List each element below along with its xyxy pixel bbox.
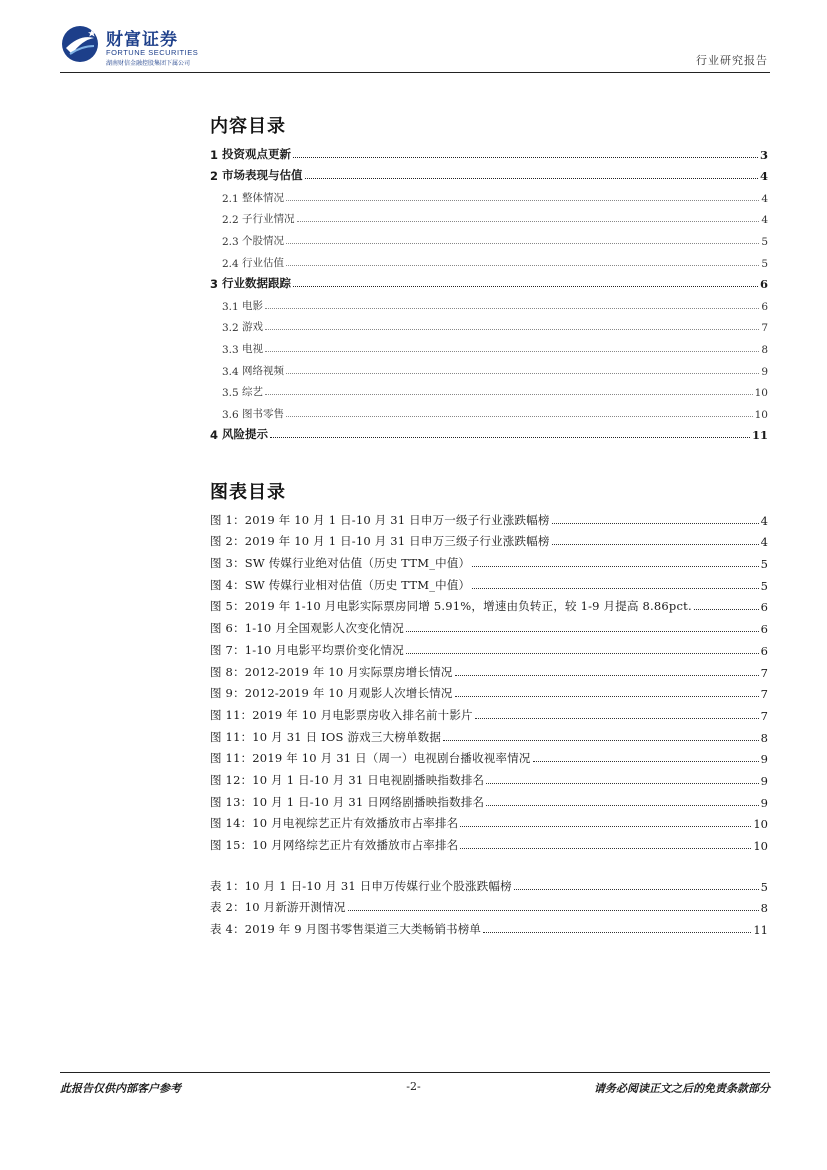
toc-entry[interactable] [210, 313, 768, 335]
figure-list-entry[interactable] [210, 506, 768, 528]
dot-leader [293, 285, 758, 287]
figure-list-entry[interactable] [210, 658, 768, 680]
figure-entry-label: 图 8：2012-2019 年 10 月实际票房增长情况 [210, 664, 453, 679]
dot-leader [552, 543, 759, 545]
toc-entry-page: 4 [759, 169, 768, 184]
dot-leader [406, 652, 759, 654]
toc-entry-label: 整体情况 [242, 191, 285, 204]
toc-entry[interactable] [210, 226, 768, 248]
figure-entry-page: 7 [760, 665, 768, 680]
toc-entry-page: 10 [754, 408, 768, 421]
figure-entry-label: 图 11：10 月 31 日 IOS 游戏三大榜单数据 [210, 729, 442, 744]
toc-entry-number: 3.4 [222, 365, 243, 378]
dot-leader [286, 199, 759, 201]
dot-leader [455, 674, 759, 676]
toc-entry-page: 5 [761, 235, 768, 248]
toc-entry[interactable] [210, 270, 768, 292]
table-entry-label: 表 1：10 月 1 日-10 月 31 日申万传媒行业个股涨跌幅榜 [210, 878, 512, 893]
figure-entry-label: 图 14：10 月电视综艺正片有效播放市占率排名 [210, 816, 459, 831]
toc-entry[interactable] [210, 162, 768, 184]
figure-entry-page: 4 [760, 513, 768, 528]
table-list-entry[interactable] [210, 894, 768, 916]
dot-leader [297, 220, 760, 222]
toc-entry-number: 4 [210, 428, 223, 443]
table-list-entry[interactable] [210, 915, 768, 937]
table-entry-page: 8 [760, 901, 768, 916]
tables-list [210, 872, 768, 937]
toc-entry-number: 3 [210, 277, 223, 292]
figure-list-entry[interactable] [210, 528, 768, 550]
dot-leader [265, 307, 759, 309]
figure-entry-page: 10 [753, 839, 768, 853]
logo-english-name: FORTUNE SECURITIES [106, 48, 199, 57]
toc-entry-number: 2.3 [222, 235, 243, 248]
dot-leader [486, 804, 758, 806]
dot-leader [533, 760, 759, 762]
toc-entry-label: 市场表现与估值 [222, 168, 303, 183]
toc-entry-number: 2.1 [222, 192, 243, 205]
toc-entry-label: 游戏 [242, 321, 264, 334]
dot-leader [286, 242, 759, 244]
toc-entry-page: 4 [761, 214, 768, 227]
figure-list-entry[interactable] [210, 831, 768, 853]
table-of-contents [210, 140, 768, 442]
dot-leader [286, 372, 759, 374]
figure-list-entry[interactable] [210, 745, 768, 767]
toc-entry-label: 电视 [242, 342, 264, 355]
figure-entry-label: 图 9：2012-2019 年 10 月观影人次增长情况 [210, 686, 453, 701]
toc-entry-number: 3.3 [222, 343, 243, 356]
toc-entry-page: 6 [759, 277, 768, 292]
figure-entry-label: 图 2：2019 年 10 月 1 日-10 月 31 日申万三级子行业涨跌幅榜 [210, 534, 550, 549]
toc-entry-label: 子行业情况 [242, 213, 295, 226]
footer-disclaimer: 此报告仅供内部客户参考 [60, 1082, 181, 1095]
toc-entry-label: 行业估值 [242, 256, 285, 269]
dot-leader [552, 522, 759, 524]
toc-entry[interactable] [210, 378, 768, 400]
figure-list-entry[interactable] [210, 571, 768, 593]
toc-entry-number: 3.1 [222, 300, 243, 313]
dot-leader [460, 825, 751, 827]
figure-entry-label: 图 11：2019 年 10 月 31 日（周一）电视剧台播收视率情况 [210, 751, 531, 766]
dot-leader [270, 436, 750, 438]
dot-leader [455, 695, 759, 697]
toc-entry-number: 2.2 [222, 214, 243, 227]
dot-leader [483, 931, 751, 933]
toc-entry-page: 5 [761, 257, 768, 270]
figure-entry-label: 图 11：2019 年 10 月电影票房收入排名前十影片 [210, 707, 473, 722]
table-entry-label: 表 2：10 月新游开测情况 [210, 900, 346, 915]
figure-entry-page: 6 [760, 643, 768, 658]
toc-entry-page: 4 [761, 192, 768, 205]
dot-leader [475, 717, 759, 719]
figure-entry-label: 图 7：1-10 月电影平均票价变化情况 [210, 642, 404, 657]
dot-leader [348, 909, 759, 911]
toc-entry-number: 2.4 [222, 257, 243, 270]
figure-entry-page: 4 [760, 535, 768, 550]
logo-mark-icon [60, 24, 100, 64]
company-logo [60, 24, 210, 70]
toc-entry[interactable] [210, 399, 768, 421]
toc-title: 内容目录 [210, 116, 286, 137]
dot-leader [305, 177, 758, 179]
toc-entry[interactable] [210, 356, 768, 378]
header-divider [60, 72, 770, 73]
figure-entry-page: 6 [760, 622, 768, 637]
table-entry-label: 表 4：2019 年 9 月图书零售渠道三大类畅销书榜单 [210, 922, 482, 937]
dot-leader [265, 350, 759, 352]
figure-entry-label: 图 13：10 月 1 日-10 月 31 日网络剧播映指数排名 [210, 794, 485, 809]
figure-list-entry[interactable] [210, 614, 768, 636]
dot-leader [265, 393, 753, 395]
toc-entry[interactable] [210, 291, 768, 313]
toc-entry-label: 风险提示 [222, 427, 269, 442]
page-header [60, 22, 770, 74]
figure-list-entry[interactable] [210, 636, 768, 658]
figure-entry-page: 7 [760, 708, 768, 723]
toc-entry[interactable] [210, 248, 768, 270]
toc-entry-label: 投资观点更新 [222, 146, 292, 161]
dot-leader [486, 782, 758, 784]
figures-list-title: 图表目录 [210, 482, 286, 503]
toc-entry-page: 10 [754, 387, 768, 400]
figure-list-entry[interactable] [210, 723, 768, 745]
dot-leader [286, 415, 753, 417]
figure-entry-label: 图 4：SW 传媒行业相对估值（历史 TTM_中值） [210, 577, 471, 592]
figure-entry-page: 9 [760, 773, 768, 788]
toc-entry-label: 行业数据跟踪 [222, 276, 292, 291]
toc-entry-number: 2 [210, 169, 223, 184]
toc-entry[interactable] [210, 205, 768, 227]
toc-entry-label: 综艺 [242, 386, 264, 399]
figure-list-entry[interactable] [210, 788, 768, 810]
figure-list-entry[interactable] [210, 766, 768, 788]
figure-entry-page: 9 [760, 752, 768, 767]
toc-entry-page: 7 [761, 322, 768, 335]
figure-entry-label: 图 3：SW 传媒行业绝对估值（历史 TTM_中值） [210, 556, 471, 571]
figure-entry-page: 6 [760, 600, 768, 615]
toc-entry[interactable] [210, 183, 768, 205]
toc-entry-number: 3.5 [222, 387, 243, 400]
dot-leader [443, 739, 759, 741]
figure-entry-page: 10 [753, 817, 768, 832]
dot-leader [406, 630, 759, 632]
figure-entry-label: 图 15：10 月网络综艺正片有效播放市占率排名 [210, 838, 459, 852]
toc-entry-page: 3 [759, 147, 768, 162]
dot-leader [265, 328, 759, 330]
logo-subtitle: 湖南财信金融控股集团下属公司 [106, 60, 191, 67]
dot-leader [460, 847, 751, 849]
toc-entry-label: 图书零售 [242, 407, 285, 420]
toc-entry-number: 1 [210, 147, 223, 162]
footer-notice: 请务必阅读正文之后的免责条款部分 [594, 1082, 770, 1095]
figure-list-entry[interactable] [210, 680, 768, 702]
logo-chinese-name: 财富证券 [106, 30, 178, 50]
figure-entry-label: 图 1：2019 年 10 月 1 日-10 月 31 日申万一级子行业涨跌幅榜 [210, 512, 550, 527]
dot-leader [293, 156, 758, 158]
toc-entry-number: 3.6 [222, 408, 243, 421]
figures-list [210, 506, 768, 853]
table-list-entry[interactable] [210, 872, 768, 894]
figure-list-entry[interactable] [210, 549, 768, 571]
figure-entry-page: 9 [760, 795, 768, 810]
dot-leader [472, 565, 758, 567]
toc-entry-label: 电影 [242, 299, 264, 312]
toc-entry-label: 网络视频 [242, 364, 285, 377]
table-entry-page: 5 [760, 879, 768, 894]
footer-divider [60, 1072, 770, 1073]
toc-entry[interactable] [210, 140, 768, 162]
figure-entry-page: 5 [760, 557, 768, 572]
figure-list-entry[interactable] [210, 810, 768, 832]
table-entry-page: 11 [753, 923, 768, 938]
figure-entry-label: 图 6：1-10 月全国观影人次变化情况 [210, 621, 404, 636]
figure-entry-page: 7 [760, 687, 768, 702]
dot-leader [694, 608, 759, 610]
dot-leader [514, 888, 759, 890]
toc-entry-page: 11 [751, 428, 768, 443]
toc-entry[interactable] [210, 334, 768, 356]
page-number: -2- [406, 1080, 421, 1093]
toc-entry-page: 6 [761, 300, 768, 313]
toc-entry-number: 3.2 [222, 322, 243, 335]
dot-leader [286, 264, 759, 266]
figure-entry-page: 8 [760, 730, 768, 745]
figure-entry-label: 图 5：2019 年 1-10 月电影实际票房同增 5.91%，增速由负转正，较 1-9 月提高 8.86pct. [210, 599, 692, 614]
figure-entry-page: 5 [760, 578, 768, 593]
toc-entry-page: 8 [761, 343, 768, 356]
report-type: 行业研究报告 [696, 54, 768, 67]
figure-entry-label: 图 12：10 月 1 日-10 月 31 日电视剧播映指数排名 [210, 772, 485, 787]
toc-entry-page: 9 [761, 365, 768, 378]
figure-list-entry[interactable] [210, 701, 768, 723]
figure-list-entry[interactable] [210, 593, 768, 615]
dot-leader [472, 587, 758, 589]
toc-entry[interactable] [210, 421, 768, 443]
toc-entry-label: 个股情况 [242, 234, 285, 247]
